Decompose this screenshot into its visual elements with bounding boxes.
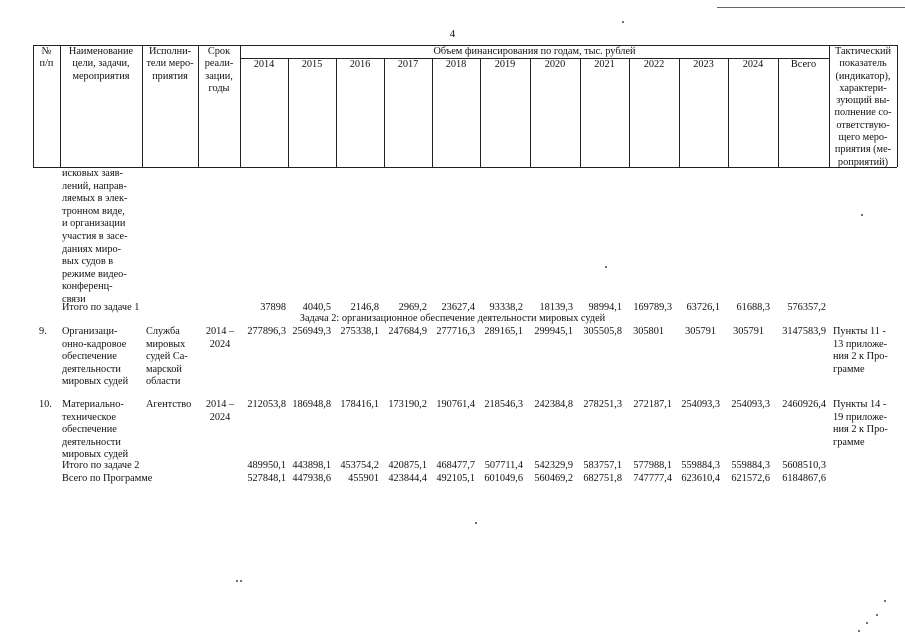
year-header: 2018 <box>445 59 467 70</box>
col-header-indicator: Тактический показатель (индикатор), характери- зующий вы- полнение со- ответствую- щего меро- приятия (ме- роприятий) <box>834 46 892 168</box>
task1-total-label: Итого по задаче 1 <box>62 302 140 313</box>
program-total-value: 492105,1 <box>436 473 475 484</box>
row-value: 186948,8 <box>292 399 331 410</box>
task1-total-value: 63726,1 <box>686 302 720 313</box>
row-value: 212053,8 <box>247 399 286 410</box>
year-header: 2024 <box>742 59 764 70</box>
year-header: 2022 <box>643 59 665 70</box>
row-value: 2460926,4 <box>782 399 826 410</box>
row-value: 277896,3 <box>247 326 286 337</box>
row-value: 3147583,9 <box>782 326 826 337</box>
program-total-label: Всего по Программе <box>62 473 153 484</box>
year-header: 2014 <box>253 59 275 70</box>
task1-total-value: 2969,2 <box>398 302 427 313</box>
col-header-funding: Объем финансирования по годам, тыс. рублей <box>433 46 636 57</box>
program-total-value: 621572,6 <box>731 473 770 484</box>
task2-total-label: Итого по задаче 2 <box>62 460 140 471</box>
task2-total-value: 542329,9 <box>534 460 573 471</box>
task2-total-value: 559884,3 <box>731 460 770 471</box>
task2-total-value: 583757,1 <box>583 460 622 471</box>
col-header-executor: Исполни- тели меро- приятия <box>146 46 194 82</box>
scan-edge-line <box>717 7 905 8</box>
program-total-value: 447938,6 <box>292 473 331 484</box>
program-total-value: 527848,1 <box>247 473 286 484</box>
task1-total-value: 4040,5 <box>302 302 331 313</box>
year-header: 2017 <box>397 59 419 70</box>
col-header-term: Срок реали- зации, годы <box>204 46 234 94</box>
page-number: 4 <box>449 28 456 40</box>
row-value: 242384,8 <box>534 399 573 410</box>
task2-title: Задача 2: организационное обеспечение деятельности мировых судей <box>299 313 606 324</box>
row-value: 305791 <box>733 326 764 337</box>
row-term: 2014 – 2024 <box>205 326 235 350</box>
task2-total-value: 559884,3 <box>681 460 720 471</box>
task1-total-value: 18139,3 <box>539 302 573 313</box>
task1-total-value: 576357,2 <box>787 302 826 313</box>
year-header: 2016 <box>349 59 371 70</box>
task2-total-value: 443898,1 <box>292 460 331 471</box>
task1-total-value: 93338,2 <box>489 302 523 313</box>
row-value: 247684,9 <box>388 326 427 337</box>
row-value: 305791 <box>685 326 716 337</box>
year-header: 2015 <box>301 59 323 70</box>
row-term: 2014 – 2024 <box>205 399 235 423</box>
col-header-name: Наименование цели, задачи, мероприятия <box>68 46 134 82</box>
col-header-num: № п/п <box>39 46 54 70</box>
row-executor: Агентство <box>146 399 192 410</box>
task2-total-value: 5608510,3 <box>782 460 826 471</box>
row-value: 272187,1 <box>633 399 672 410</box>
program-total-value: 455901 <box>348 473 379 484</box>
year-header: 2021 <box>594 59 615 70</box>
task1-total-value: 23627,4 <box>441 302 475 313</box>
task1-total-value: 2146,8 <box>350 302 379 313</box>
row-number: 10. <box>39 399 52 410</box>
year-header: 2023 <box>693 59 714 70</box>
task1-total-value: 169789,3 <box>633 302 672 313</box>
row-measure-name: Материально- техническое обеспечение деятельности мировых судей <box>62 399 129 461</box>
year-header: 2020 <box>544 59 566 70</box>
continued-measure-text: исковых заяв- лений, направ- ляемых в элек- тронном виде, и организации участия в засе- даниях миро- вых судов в режиме видео- конференц- связи <box>62 168 128 305</box>
row-value: 173190,2 <box>388 399 427 410</box>
task2-total-value: 577988,1 <box>633 460 672 471</box>
program-total-value: 560469,2 <box>534 473 573 484</box>
row-executor: Служба мировых судей Са- марской области <box>146 326 188 388</box>
program-total-value: 6184867,6 <box>782 473 826 484</box>
row-value: 289165,1 <box>484 326 523 337</box>
row-value: 190761,4 <box>436 399 475 410</box>
row-value: 254093,3 <box>731 399 770 410</box>
row-value: 218546,3 <box>484 399 523 410</box>
program-total-value: 423844,4 <box>388 473 427 484</box>
row-measure-name: Организаци- онно-кадровое обеспечение деятельности мировых судей <box>62 326 129 388</box>
task2-total-value: 507711,4 <box>484 460 523 471</box>
row-indicator: Пункты 11 - 13 приложе- ния 2 к Про- грамме <box>833 326 888 375</box>
year-header: Всего <box>790 59 817 70</box>
task2-total-value: 489950,1 <box>247 460 286 471</box>
year-header: 2019 <box>494 59 516 70</box>
task2-total-value: 453754,2 <box>340 460 379 471</box>
task1-total-value: 98994,1 <box>588 302 622 313</box>
task1-total-value: 61688,3 <box>736 302 770 313</box>
program-total-value: 623610,4 <box>681 473 720 484</box>
row-value: 305505,8 <box>583 326 622 337</box>
program-total-value: 682751,8 <box>583 473 622 484</box>
row-value: 299945,1 <box>534 326 573 337</box>
row-value: 275338,1 <box>340 326 379 337</box>
row-value: 278251,3 <box>583 399 622 410</box>
row-value: 277716,3 <box>436 326 475 337</box>
task2-total-value: 420875,1 <box>388 460 427 471</box>
row-number: 9. <box>39 326 47 337</box>
row-value: 305801 <box>633 326 664 337</box>
task1-total-value: 37898 <box>260 302 286 313</box>
row-value: 254093,3 <box>681 399 720 410</box>
task2-total-value: 468477,7 <box>436 460 475 471</box>
row-value: 256949,3 <box>292 326 331 337</box>
row-value: 178416,1 <box>340 399 379 410</box>
program-total-value: 601049,6 <box>484 473 523 484</box>
program-total-value: 747777,4 <box>633 473 672 484</box>
row-indicator: Пункты 14 - 19 приложе- ния 2 к Про- грамме <box>833 399 888 448</box>
